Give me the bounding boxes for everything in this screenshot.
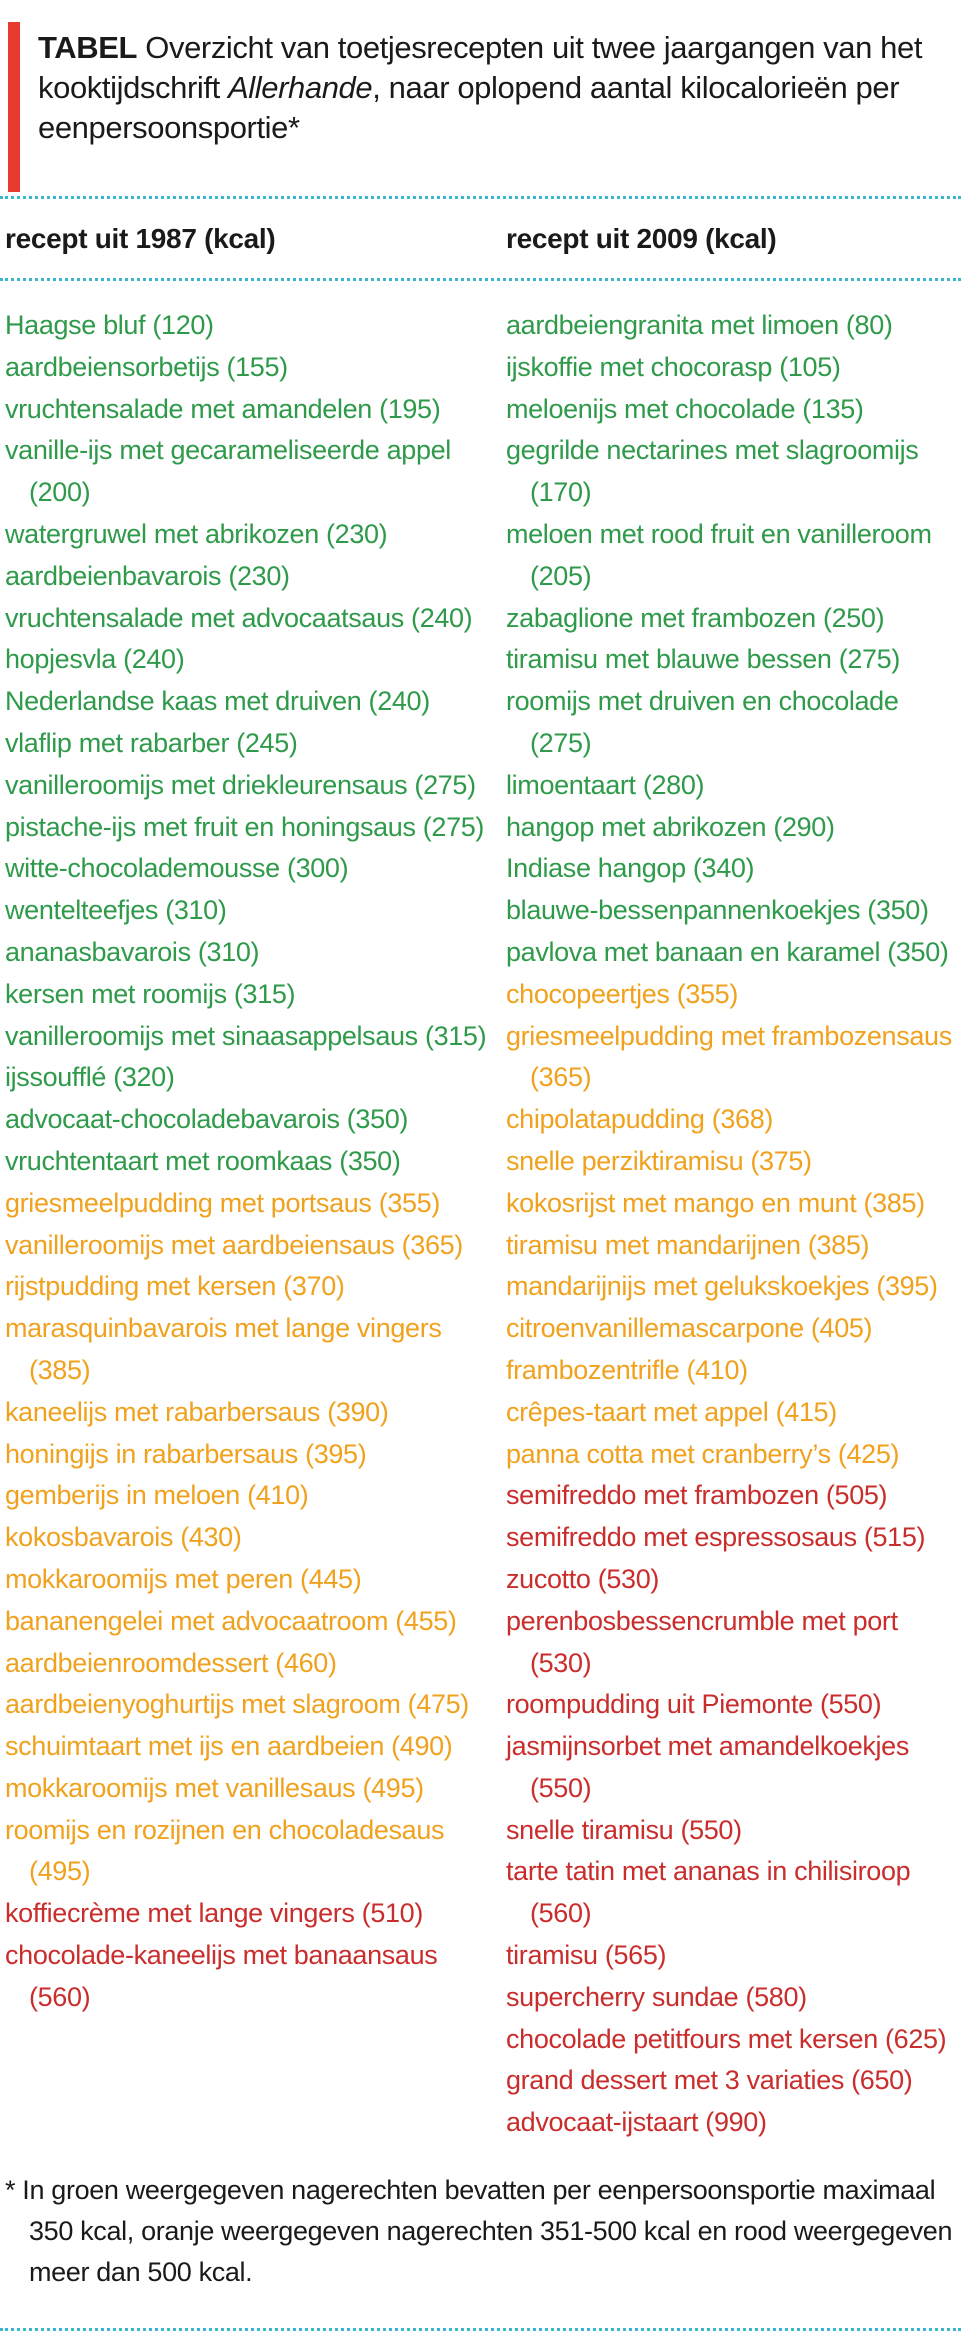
divider-bottom bbox=[0, 2328, 961, 2331]
list-item: vruchtensalade met amandelen (195) bbox=[5, 393, 441, 424]
list-item: perenbosbessencrumble met port (530) bbox=[506, 1605, 898, 1678]
list-item: ijssoufflé (320) bbox=[5, 1062, 175, 1093]
list-item: limoentaart (280) bbox=[506, 769, 705, 800]
list-item: koffiecrème met lange vingers (510) bbox=[5, 1898, 423, 1929]
list-item: kokosbavarois (430) bbox=[5, 1522, 242, 1553]
divider-top bbox=[0, 196, 961, 199]
list-item: Haagse bluf (120) bbox=[5, 310, 214, 340]
list-item: frambozentrifle (410) bbox=[506, 1354, 748, 1385]
list-item: honingijs in rabarbersaus (395) bbox=[5, 1438, 367, 1469]
list-item: supercherry sundae (580) bbox=[506, 1981, 807, 2012]
column-heading-1987: recept uit 1987 (kcal) bbox=[5, 223, 276, 254]
list-item: aardbeienbavarois (230) bbox=[5, 560, 290, 591]
list-item: panna cotta met cranberry’s (425) bbox=[506, 1438, 900, 1469]
list-item: ijskoffie met chocorasp (105) bbox=[506, 351, 841, 382]
list-item: witte-chocolademousse (300) bbox=[5, 853, 349, 884]
recipe-list-2009 bbox=[506, 305, 956, 2144]
list-item: vruchtensalade met advocaatsaus (240) bbox=[5, 602, 473, 633]
list-item: kokosrijst met mango en munt (385) bbox=[506, 1187, 925, 1218]
list-item: schuimtaart met ijs en aardbeien (490) bbox=[5, 1731, 453, 1762]
list-item: bananengelei met advocaatroom (455) bbox=[5, 1605, 457, 1636]
list-item: chocolade petitfours met kersen (625) bbox=[506, 2023, 947, 2054]
list-item: watergruwel met abrikozen (230) bbox=[5, 518, 388, 549]
title-text-end: , naar oplopend aantal kilocalorieën per eenpersoonsportie* bbox=[38, 70, 900, 145]
list-item: hangop met abrikozen (290) bbox=[506, 811, 835, 842]
list-item: aardbeiengranita met limoen (80) bbox=[506, 310, 893, 340]
list-item: jasmijnsorbet met amandelkoekjes (550) bbox=[506, 1731, 909, 1803]
list-item: chocopeertjes (355) bbox=[506, 978, 738, 1009]
list-item: roomijs met druiven en chocolade (275) bbox=[506, 686, 899, 758]
list-item: tiramisu met mandarijnen (385) bbox=[506, 1229, 870, 1260]
list-item: grand dessert met 3 variaties (650) bbox=[506, 2065, 913, 2096]
list-item: semifreddo met espressosaus (515) bbox=[506, 1522, 926, 1553]
list-item: vanilleroomijs met driekleurensaus (275) bbox=[5, 769, 476, 800]
list-item: semifreddo met frambozen (505) bbox=[506, 1480, 888, 1511]
list-item: aardbeiensorbetijs (155) bbox=[5, 351, 288, 382]
list-item: snelle tiramisu (550) bbox=[506, 1814, 742, 1845]
list-item: zucotto (530) bbox=[506, 1563, 660, 1594]
list-item: kaneelijs met rabarbersaus (390) bbox=[5, 1396, 389, 1427]
list-item: aardbeienroomdessert (460) bbox=[5, 1647, 337, 1678]
footnote: * In groen weergegeven nagerechten bevatten per eenpersoonsportie maximaal 350 kcal, oranje weergegeven nagerechten 351-500 kcal en rood weergegeven meer dan 500 kcal. bbox=[5, 2175, 953, 2287]
table-header bbox=[0, 22, 961, 192]
list-item: tiramisu met blauwe bessen (275) bbox=[506, 644, 900, 675]
list-item: ananasbavarois (310) bbox=[5, 936, 260, 967]
list-item: roomijs en rozijnen en chocoladesaus (495) bbox=[5, 1814, 445, 1887]
list-item: chocolade-kaneelijs met banaansaus (560) bbox=[5, 1940, 438, 2012]
table-title bbox=[38, 28, 948, 148]
list-item: aardbeienyoghurtijs met slagroom (475) bbox=[5, 1689, 469, 1720]
list-item: marasquinbavarois met lange vingers (385) bbox=[5, 1313, 442, 1385]
list-item: Indiase hangop (340) bbox=[506, 853, 755, 884]
list-item: advocaat-ijstaart (990) bbox=[506, 2107, 767, 2138]
list-item: snelle perziktiramisu (375) bbox=[506, 1145, 812, 1176]
recipe-list-1987 bbox=[5, 305, 495, 2019]
list-item: wentelteefjes (310) bbox=[5, 895, 227, 926]
list-item: kersen met roomijs (315) bbox=[5, 978, 296, 1009]
list-item: roompudding uit Piemonte (550) bbox=[506, 1689, 882, 1720]
list-item: gemberijs in meloen (410) bbox=[5, 1480, 309, 1511]
list-item: tarte tatin met ananas in chilisiroop (560) bbox=[506, 1856, 911, 1929]
magazine-name: Allerhande bbox=[228, 70, 373, 105]
list-item: advocaat-chocoladebavarois (350) bbox=[5, 1104, 409, 1135]
list-item: mokkaroomijs met vanillesaus (495) bbox=[5, 1772, 424, 1803]
list-item: pavlova met banaan en karamel (350) bbox=[506, 936, 949, 967]
list-item: blauwe-bessenpannenkoekjes (350) bbox=[506, 895, 929, 926]
list-item: vlaflip met rabarber (245) bbox=[5, 727, 298, 758]
divider-under-headings bbox=[0, 278, 961, 281]
list-item: vanille-ijs met gecarameliseerde appel (200) bbox=[5, 435, 451, 508]
table-label: TABEL bbox=[38, 30, 138, 65]
list-item: vruchtentaart met roomkaas (350) bbox=[5, 1145, 401, 1176]
list-item: chipolatapudding (368) bbox=[506, 1104, 774, 1135]
list-item: zabaglione met frambozen (250) bbox=[506, 602, 885, 633]
list-item: gegrilde nectarines met slagroomijs (170) bbox=[506, 435, 919, 508]
list-item: meloenijs met chocolade (135) bbox=[506, 393, 864, 424]
list-item: meloen met rood fruit en vanilleroom (205) bbox=[506, 518, 932, 591]
list-item: crêpes-taart met appel (415) bbox=[506, 1396, 837, 1427]
list-item: mandarijnijs met gelukskoekjes (395) bbox=[506, 1271, 938, 1302]
list-item: hopjesvla (240) bbox=[5, 644, 185, 675]
list-item: citroenvanillemascarpone (405) bbox=[506, 1313, 873, 1344]
list-item: vanilleroomijs met sinaasappelsaus (315) bbox=[5, 1020, 487, 1051]
list-item: vanilleroomijs met aardbeiensaus (365) bbox=[5, 1229, 463, 1260]
list-item: griesmeelpudding met frambozensaus (365) bbox=[506, 1020, 952, 1093]
list-item: rijstpudding met kersen (370) bbox=[5, 1271, 345, 1302]
title-text-start: Overzicht van toetjesrecepten uit twee jaargangen van het kooktijdschrift bbox=[38, 30, 923, 105]
column-heading-2009: recept uit 2009 (kcal) bbox=[506, 223, 777, 254]
list-item: tiramisu (565) bbox=[506, 1940, 667, 1971]
list-item: griesmeelpudding met portsaus (355) bbox=[5, 1187, 440, 1218]
list-item: mokkaroomijs met peren (445) bbox=[5, 1563, 362, 1594]
list-item: pistache-ijs met fruit en honingsaus (275) bbox=[5, 811, 485, 842]
accent-bar bbox=[8, 22, 20, 192]
list-item: Nederlandse kaas met druiven (240) bbox=[5, 686, 430, 717]
